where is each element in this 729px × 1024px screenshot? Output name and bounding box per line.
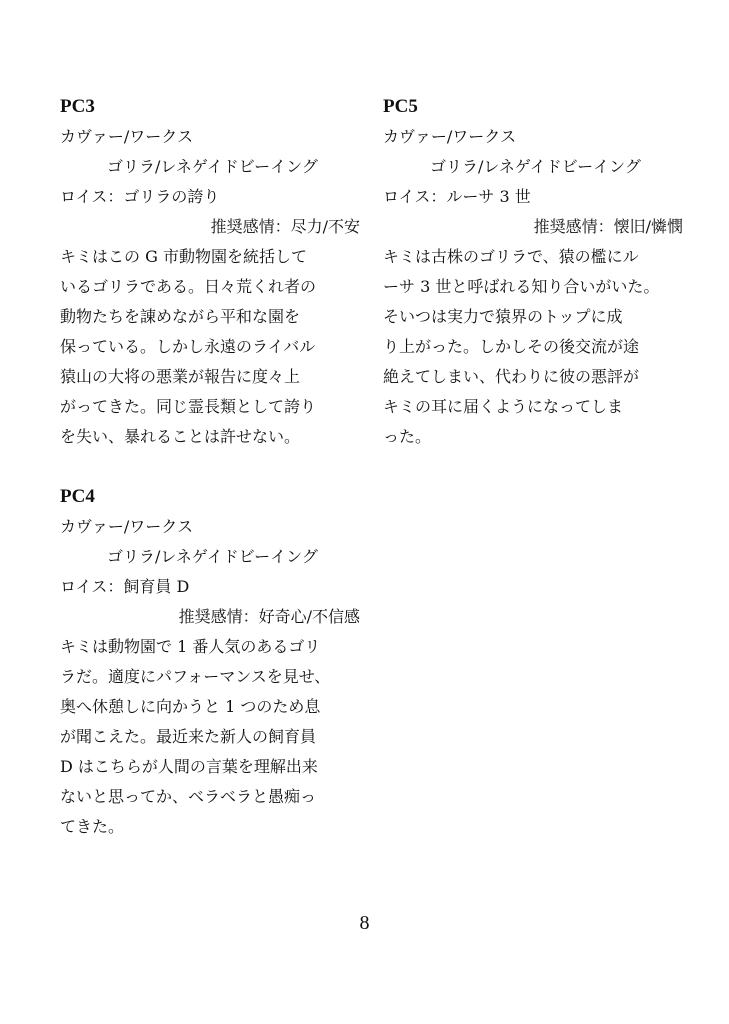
pc4-body-line: ないと思ってか、ベラベラと愚痴っ — [60, 787, 317, 806]
pc5-title: PC5 — [383, 96, 418, 117]
page-number: 8 — [359, 912, 370, 934]
pc5-body-line: り上がった。しかしその後交流が途 — [383, 337, 640, 356]
pc4-body-line: てきた。 — [60, 817, 125, 836]
pc3-title: PC3 — [60, 96, 95, 117]
pc5-body-line: 絶えてしまい、代わりに彼の悪評が — [383, 367, 640, 386]
pc3-body-line: 動物たちを諌めながら平和な園を — [60, 307, 301, 326]
pc3-body-line: キミはこの G 市動物園を統括して — [60, 247, 307, 266]
pc5-emotion: 推奨感情：懐旧/憐憫 — [533, 217, 683, 236]
pc3-section — [60, 92, 360, 452]
pc4-body-line: が聞こえた。最近来た新人の飼育員 — [60, 727, 317, 746]
pc4-body — [60, 632, 360, 842]
pc3-body-line: 猿山の大将の悪業が報告に度々上 — [60, 367, 301, 386]
pc4-body-line: ラだ。適度にパフォーマンスを見せ、 — [60, 667, 331, 686]
pc5-body-line: ーサ 3 世と呼ばれる知り合いがいた。 — [383, 277, 660, 296]
pc3-body-line: がってきた。同じ霊長類として誇り — [60, 397, 317, 416]
pc3-body-line: 保っている。しかし永遠のライバル — [60, 337, 316, 356]
pc5-body-line: った。 — [383, 427, 432, 446]
pc5-body-line: キミの耳に届くようになってしま — [383, 397, 624, 416]
pc4-body-line: D はこちらが人間の言葉を理解出来 — [60, 757, 318, 776]
pc3-body-line: を失い、暴れることは許せない。 — [60, 427, 301, 446]
pc4-section — [60, 482, 360, 842]
pc4-breed: ゴリラ/レネゲイドビーイング — [107, 547, 318, 566]
pc5-lois: ロイス：ルーサ 3 世 — [383, 187, 531, 206]
pc4-title: PC4 — [60, 486, 95, 507]
pc4-lois: ロイス：飼育員 D — [60, 577, 190, 596]
pc3-emotion: 推奨感情：尽力/不安 — [210, 217, 360, 236]
pc5-section — [383, 92, 683, 452]
pc4-works: カヴァー/ワークス — [60, 517, 194, 536]
pc5-body-line: キミは古株のゴリラで、猿の檻にル — [383, 247, 639, 266]
pc5-body-line: そいつは実力で猿界のトップに成 — [383, 307, 623, 326]
pc4-body-line: キミは動物園で 1 番人気のあるゴリ — [60, 637, 321, 656]
pc3-lois: ロイス：ゴリラの誇り — [60, 187, 220, 206]
pc5-breed: ゴリラ/レネゲイドビーイング — [430, 157, 641, 176]
pc3-breed: ゴリラ/レネゲイドビーイング — [107, 157, 318, 176]
pc3-works: カヴァー/ワークス — [60, 127, 194, 146]
pc3-body-line: いるゴリラである。日々荒くれ者の — [60, 277, 317, 296]
pc4-emotion: 推奨感情：好奇心/不信感 — [178, 607, 360, 626]
pc5-works: カヴァー/ワークス — [383, 127, 517, 146]
pc5-body — [383, 242, 683, 452]
pc4-body-line: 奥へ休憩しに向かうと 1 つのため息 — [60, 697, 321, 716]
pc3-body — [60, 242, 360, 452]
